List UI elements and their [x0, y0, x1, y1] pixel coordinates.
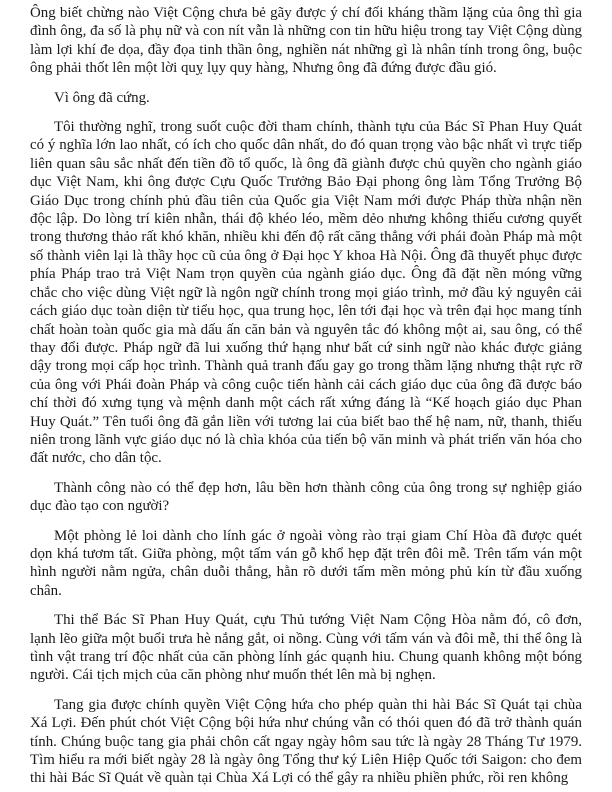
paragraph-funeral: Tang gia được chính quyền Việt Cộng hứa cho phép quàn thi hài Bác Sĩ Quát tại chùa Xá Lợi. Đến phút chót Việt Cộng bội hứa như chúng vẫn có thói quen đó đã trở thành quán tính. Chúng buộc tang gia phải chôn cất ngay ngày hôm sau tức là ngày 28 Tháng Tư 1979. Tìm hiểu ra mới biết ngày 28 là ngày ông Tổng thư ký Liên Hiệp Quốc tới Saigon: cho đem thi hài Bác Sĩ Quát về quàn tại Chùa Xá Lợi có thể gây ra nhiều phiền phức, rồi ren không: [30, 696, 582, 787]
paragraph-body-lying: Thi thể Bác Sĩ Phan Huy Quát, cựu Thủ tướng Việt Nam Cộng Hòa nằm đó, cô đơn, lạnh lẽo giữa một buổi trưa hè nắng gắt, oi nồng. Cùng với tấm ván và đôi mễ, thi thể ông là tình vật trang trí độc nhất của căn phòng lính gác quạnh hiu. Chung quanh không một bóng người. Cái tịch mịch của căn phòng như muốn thét lên mà bị nghẹn.: [30, 612, 582, 684]
paragraph-education-achievement: Tôi thường nghĩ, trong suốt cuộc đời tham chính, thành tựu của Bác Sĩ Phan Huy Quát có ý nghĩa lớn lao nhất, có ích cho quốc dân nhất, do đó quan trọng vào bậc nhất vì trực tiếp liên quan sâu sắc nhất đến tiền đồ tổ quốc, là ông đã giành được chủ quyền cho ngành giáo dục Việt Nam, khi ông được Cựu Quốc Trưởng Bảo Đại phong ông làm Tổng Trưởng Bộ Giáo Dục trong chính phủ đầu tiên của Quốc gia Việt Nam mới được Pháp thừa nhận nền độc lập. Do lòng trí kiên nhẫn, thái độ khéo léo, mềm dẻo nhưng không thiếu cương quyết trong thương thảo rất khó khăn, nhiều khi đến độ rất căng thẳng với phái đoàn Pháp mà một số thành viên lại là thầy học cũ của ông ở Đại học Y khoa Hà Nội. Ông đã thuyết phục được phía Pháp trao trả Việt Nam trọn quyền của ngành giáo dục. Ông đã đặt nền móng vững chắc cho việc dùng Việt ngữ là ngôn ngữ chính trong mọi giáo trình, mở đầu kỷ nguyên cải cách giáo dục toàn diện từ tiểu học, qua trung học, lên tới đại học và trên đại học mang tính chất hoàn toàn quốc gia mà dấu ấn căn bản và nguyên tắc đó không một ai, sau ông, có thể thay đổi được. Pháp ngữ đã lui xuống thứ hạng như bất cứ sinh ngữ nào khác được giảng dậy trong mọi cấp học trình. Thành quả tranh đấu gay go trong thầm lặng nhưng thật rực rỡ của ông với Phái đoàn Pháp và công cuộc tiến hành cải cách giáo dục của ông đã được báo chí thời đó xưng tụng và mệnh danh một cách rất xứng đáng là “Kế hoạch giáo dục Phan Huy Quát.” Tên tuổi ông đã gắn liền với tương lai của biết bao thế hệ nam, nữ, thanh, thiếu niên trong lãnh vực giáo dục nó là chìa khóa của tiến bộ văn minh và phát triển văn hóa cho đất nước, cho dân tộc.: [30, 119, 582, 467]
paragraph-rhetorical-question: Thành công nào có thể đẹp hơn, lâu bền hơn thành công của ông trong sự nghiệp giáo dục đào tạo con người?: [30, 479, 582, 515]
paragraph-captivity: Ông biết chừng nào Việt Cộng chưa bẻ gãy được ý chí đối kháng thầm lặng của ông thì gia đình ông, đa số là phụ nữ và con nít vẫn là những con tin hữu hiệu trong tay Việt Cộng dùng làm lợi khí đe dọa, đầy đọa tinh thần ông, nghiền nát những gì là nhân tính trong ông, buộc ông phải thốt lên một lời quỵ lụy quy hàng, Nhưng ông đã đứng được đầu gió.: [30, 5, 582, 77]
paragraph-steadfast: Vì ông đã cứng.: [54, 89, 150, 106]
paragraph-guard-room: Một phòng lẻ loi dành cho lính gác ở ngoài vòng rào trại giam Chí Hòa đã được quét dọn khá tươm tất. Giữa phòng, một tấm ván gỗ khổ hẹp đặt trên đôi mễ. Trên tấm ván một hình người nằm ngửa, chân duỗi thẳng, hằn rõ dưới tấm mền mỏng phủ kín từ đầu xuống chân.: [30, 527, 582, 599]
